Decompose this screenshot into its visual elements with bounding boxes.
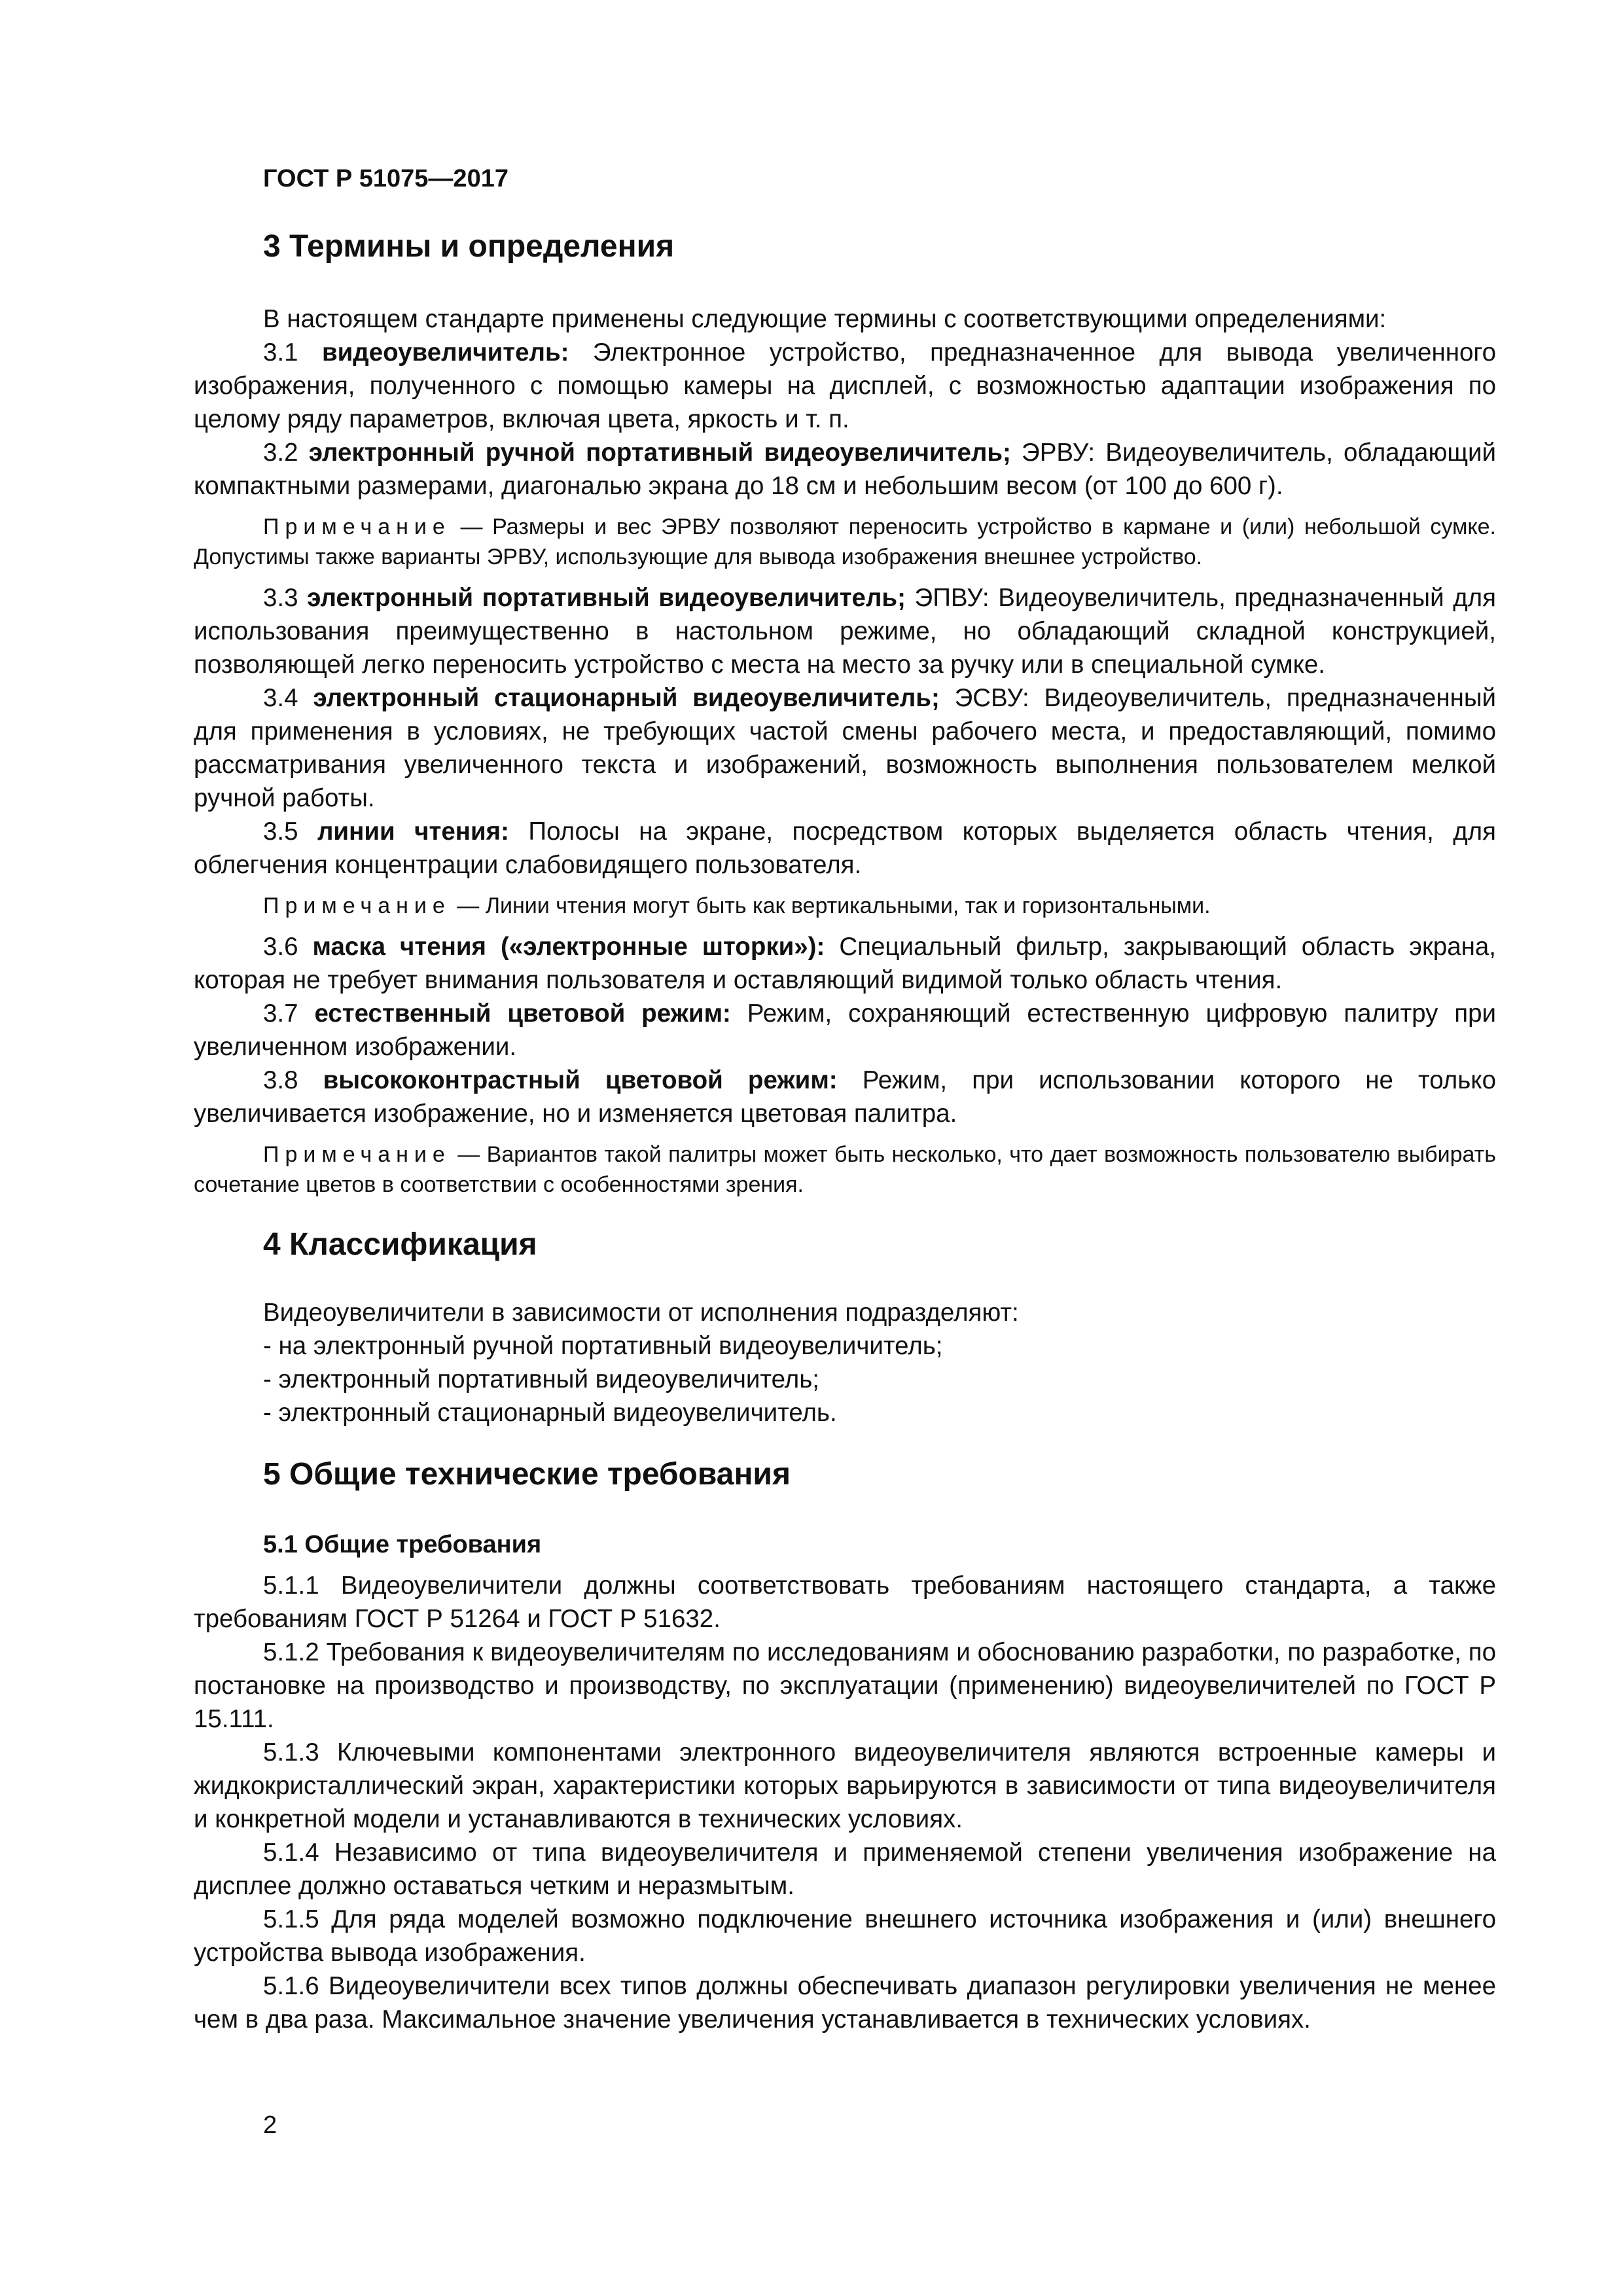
list-item: - на электронный ручной портативный видеоувеличитель; <box>263 1332 943 1361</box>
document-code: ГОСТ Р 51075—2017 <box>263 165 508 192</box>
section-3-intro: В настоящем стандарте применены следующие термины с соответствующими определениями: <box>263 304 1387 333</box>
term-abbreviation: ЭСВУ: <box>954 683 1029 712</box>
subsection-5-1-heading: 5.1 Общие требования <box>263 1530 542 1558</box>
term-name: маска чтения («электронные шторки»): <box>312 932 825 961</box>
term-abbreviation: ЭПВУ: <box>914 583 990 612</box>
term-3-7 <box>194 997 1496 1064</box>
paragraph-5-1-1: 5.1.1 Видеоувеличители должны соответствовать требованиям настоящего стандарта, а также требованиям ГОСТ Р 51264 и ГОСТ Р 51632. <box>194 1571 1496 1634</box>
term-definition: Видеоувеличитель, предназначенный для использования преимущественно в настольном режиме, но обладающий складной конструкцией, позволяющей легко переносить устройство с места на место за ручку или в специальной сумке. <box>194 583 1496 679</box>
term-definition: Видеоувеличитель, предназначенный для применения в условиях, не требующих частой смены рабочего места, и предоставляющий, помимо рассматривания увеличенного текста и изображений, возможность выполнения пользователем мелкой ручной работы. <box>194 683 1497 812</box>
term-name: видеоувеличитель: <box>321 338 569 367</box>
term-name: электронный ручной портативный видеоувеличитель; <box>308 438 1011 467</box>
term-3-8 <box>194 1064 1496 1130</box>
section-4-heading: 4 Классификация <box>263 1227 537 1262</box>
term-number: 3.2 <box>263 438 298 467</box>
note-2 <box>194 891 1496 921</box>
section-4-intro: Видеоувеличители в зависимости от исполнения подразделяют: <box>263 1299 1019 1327</box>
term-definition: Режим, при использовании которого не только увеличивается изображение, но и изменяется цветовая палитра. <box>194 1066 1496 1128</box>
paragraph-5-1-4: 5.1.4 Независимо от типа видеоувеличителя и применяемой степени увеличения изображение на дисплее должно оставаться четким и неразмытым. <box>194 1839 1496 1901</box>
term-definition: Электронное устройство, предназначенное для вывода увеличенного изображения, полученного с помощью камеры на дисплей, с возможностью адаптации изображения по целому ряду параметров, включая цвета, яркость и т. п. <box>194 338 1496 433</box>
note-dash: — <box>450 893 486 918</box>
term-3-3 <box>194 581 1496 681</box>
note-label: Примечание <box>263 1141 451 1167</box>
term-3-4 <box>194 681 1496 815</box>
term-number: 3.4 <box>263 683 298 712</box>
term-number: 3.7 <box>263 999 298 1028</box>
note-dash: — <box>450 1141 487 1167</box>
section-3-heading: 3 Термины и определения <box>263 229 675 264</box>
note-3 <box>194 1139 1496 1200</box>
note-1 <box>194 512 1496 572</box>
term-number: 3.8 <box>263 1066 298 1094</box>
paragraph-5-1-6: 5.1.6 Видеоувеличители всех типов должны обеспечивать диапазон регулировки увеличения не менее чем в два раза. Максимальное значение увеличения устанавливается в технических условиях. <box>194 1972 1496 2034</box>
term-3-2 <box>194 436 1496 503</box>
term-number: 3.3 <box>263 583 298 612</box>
term-name: электронный стационарный видеоувеличитель; <box>313 683 940 712</box>
paragraph-5-1-2: 5.1.2 Требования к видеоувеличителям по исследованиям и обоснованию разработки, по разработке, по постановке на производство и производству, по эксплуатации (применению) видеоувеличителей по ГОСТ Р 15.111. <box>194 1638 1496 1734</box>
page-number: 2 <box>263 2111 277 2139</box>
term-name: линии чтения: <box>317 817 509 846</box>
term-abbreviation: ЭРВУ: <box>1022 438 1096 467</box>
list-item: - электронный портативный видеоувеличитель; <box>263 1365 819 1394</box>
section-5-heading: 5 Общие технические требования <box>263 1457 791 1492</box>
term-definition: Режим, сохраняющий естественную цифровую палитру при увеличенном изображении. <box>194 999 1497 1061</box>
paragraph-5-1-5: 5.1.5 Для ряда моделей возможно подключение внешнего источника изображения и (или) внешнего устройства вывода изображения. <box>194 1905 1496 1967</box>
term-3-6 <box>194 930 1496 997</box>
term-definition: Видеоувеличитель, обладающий компактными размерами, диагональю экрана до 18 см и небольшим весом (от 100 до 600 г). <box>194 438 1497 500</box>
term-number: 3.6 <box>263 932 298 961</box>
note-text: Линии чтения могут быть как вертикальными, так и горизонтальными. <box>485 893 1211 918</box>
note-label: Примечание <box>263 893 451 918</box>
page-content <box>194 228 1496 2036</box>
note-text: Вариантов такой палитры может быть несколько, что дает возможность пользователю выбирать сочетание цветов в соответствии с особенностями зрения. <box>194 1141 1496 1197</box>
term-3-1 <box>194 336 1496 436</box>
term-definition: Специальный фильтр, закрывающий область экрана, которая не требует внимания пользователя и оставляющий видимой только область чтения. <box>194 932 1496 994</box>
list-item: - электронный стационарный видеоувеличитель. <box>263 1399 837 1427</box>
term-name: естественный цветовой режим: <box>314 999 731 1028</box>
term-definition: Полосы на экране, посредством которых выделяется область чтения, для облегчения концентрации слабовидящего пользователя. <box>194 817 1496 879</box>
note-text: Размеры и вес ЭРВУ позволяют переносить устройство в кармане и (или) небольшой сумке. Допустимы также варианты ЭРВУ, использующие для вывода изображения внешнее устройство. <box>194 514 1496 569</box>
term-name: электронный портативный видеоувеличитель; <box>307 583 906 612</box>
term-name: высококонтрастный цветовой режим: <box>323 1066 838 1094</box>
note-dash: — <box>450 514 493 539</box>
term-number: 3.5 <box>263 817 298 846</box>
note-label: Примечание <box>263 514 451 539</box>
paragraph-5-1-3: 5.1.3 Ключевыми компонентами электронного видеоувеличителя являются встроенные камеры и жидкокристаллический экран, характеристики которых варьируются в зависимости от типа видеоувеличителя и конкретной модели и устанавливаются в технических условиях. <box>194 1738 1496 1834</box>
term-number: 3.1 <box>263 338 298 367</box>
classification-list <box>194 1329 1496 1429</box>
term-3-5 <box>194 815 1496 882</box>
